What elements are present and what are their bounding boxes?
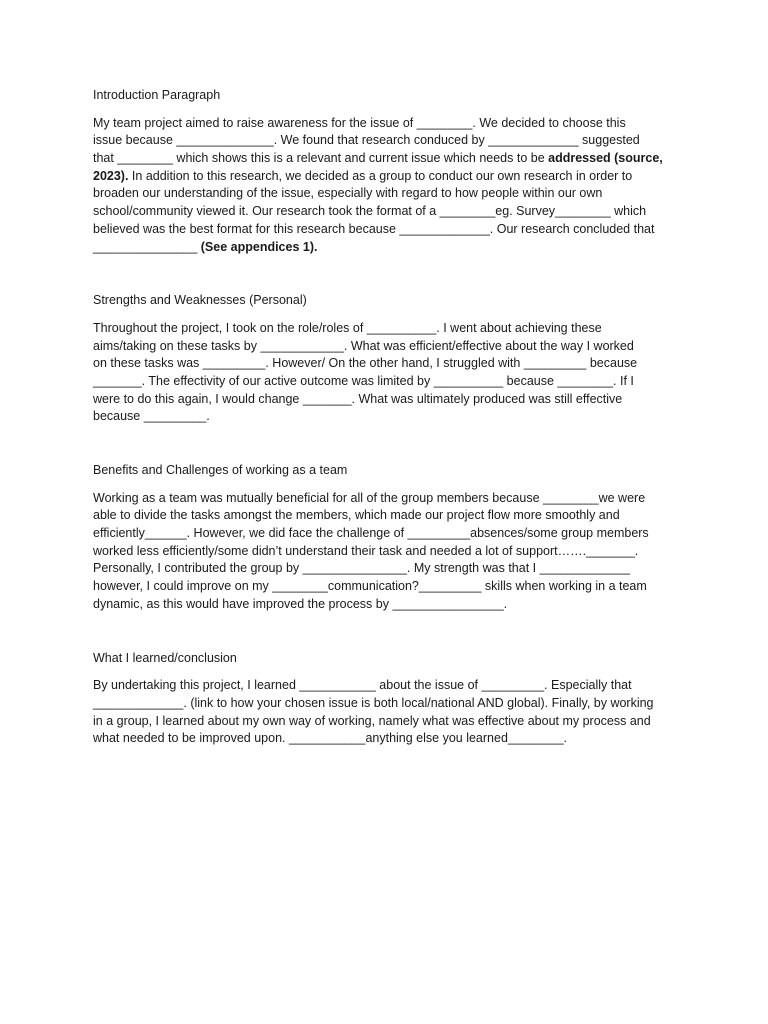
text-run: My team project aimed to raise awareness for the issue of ________. We decided to choose this: [93, 115, 626, 130]
bold-text-run: 2023).: [93, 168, 129, 183]
section-benefits-challenges: [93, 462, 676, 614]
paragraph-line: [93, 730, 676, 748]
text-run: however, I could improve on my ________communication?_________ skills when working in a team: [93, 579, 647, 594]
text-run: aims/taking on these tasks by ____________. What was efficient/effective about the way I worked: [93, 338, 634, 353]
section-paragraph: [93, 320, 676, 426]
text-run: were to do this again, I would change _______. What was ultimately produced was still effective: [93, 391, 623, 406]
text-run: able to divide the tasks amongst the members, which made our project flow more smoothly and: [93, 508, 620, 523]
paragraph-line: [93, 391, 676, 409]
paragraph-line: [93, 203, 676, 221]
text-run: because _________.: [93, 409, 210, 424]
section-heading: Introduction Paragraph: [93, 88, 221, 102]
text-run: _____________. (link to how your chosen issue is both local/national AND global). Finally, by working: [93, 695, 654, 710]
paragraph-line: [93, 677, 676, 695]
text-run: Throughout the project, I took on the role/roles of __________. I went about achieving these: [93, 320, 602, 335]
paragraph-line: [93, 221, 676, 239]
section-paragraph: [93, 115, 676, 257]
text-run: _______. The effectivity of our active outcome was limited by __________ because ________. If I: [93, 373, 634, 388]
text-run: efficiently______. However, we did face the challenge of _________absences/some group members: [93, 526, 649, 541]
bold-text-run: addressed (source,: [548, 151, 663, 166]
paragraph-line: [93, 525, 676, 543]
paragraph-line: [93, 168, 676, 186]
section-conclusion: [93, 650, 676, 748]
paragraph-line: [93, 355, 676, 373]
text-run: By undertaking this project, I learned ___________ about the issue of _________. Especially that: [93, 678, 632, 693]
section-heading: Benefits and Challenges of working as a team: [93, 463, 348, 478]
paragraph-line: [93, 239, 676, 257]
text-run: believed was the best format for this research because _____________. Our research concluded that: [93, 221, 655, 236]
text-run: In addition to this research, we decided as a group to conduct our own research in order to: [128, 168, 633, 183]
paragraph-line: [93, 560, 676, 578]
text-run: issue because ______________. We found that research conduced by _____________ suggested: [93, 133, 640, 148]
text-run: broaden our understanding of the issue, especially with regard to how people within our own: [93, 186, 603, 201]
text-run: school/community viewed it. Our research took the format of a ________eg. Survey________ which: [93, 204, 647, 219]
paragraph-line: [93, 150, 676, 168]
text-run: worked less efficiently/some didn’t understand their task and needed a lot of support……._______.: [93, 543, 639, 558]
paragraph-line: [93, 373, 676, 391]
paragraph-line: [93, 185, 676, 203]
paragraph-line: [93, 115, 676, 133]
paragraph-line: [93, 490, 676, 508]
paragraph-line: [93, 543, 676, 561]
text-run: in a group, I learned about my own way of working, namely what was effective about my process and: [93, 713, 651, 728]
section-heading: Strengths and Weaknesses (Personal): [93, 293, 307, 308]
text-run: that ________ which shows this is a relevant and current issue which needs to be: [93, 151, 549, 166]
section-heading: What I learned/conclusion: [93, 650, 237, 665]
text-run: Working as a team was mutually beneficial for all of the group members because ________we were: [93, 490, 646, 505]
text-run: _______________: [93, 239, 201, 254]
paragraph-line: [93, 507, 676, 525]
paragraph-line: [93, 713, 676, 731]
text-run: what needed to be improved upon. ___________anything else you learned________.: [93, 731, 567, 746]
paragraph-line: [93, 408, 676, 426]
paragraph-line: [93, 596, 676, 614]
paragraph-line: [93, 338, 676, 356]
text-run: Personally, I contributed the group by _______________. My strength was that I _____________: [93, 561, 630, 576]
text-run: dynamic, as this would have improved the process by ________________.: [93, 596, 508, 611]
paragraph-line: [93, 320, 676, 338]
bold-text-run: (See appendices 1).: [200, 239, 318, 254]
paragraph-line: [93, 695, 676, 713]
paragraph-line: [93, 132, 676, 150]
section-introduction: [93, 87, 676, 256]
paragraph-line: [93, 578, 676, 596]
section-strengths-weaknesses: [93, 292, 676, 426]
section-paragraph: [93, 677, 676, 748]
section-paragraph: [93, 490, 676, 614]
text-run: on these tasks was _________. However/ On the other hand, I struggled with _________ because: [93, 356, 638, 371]
